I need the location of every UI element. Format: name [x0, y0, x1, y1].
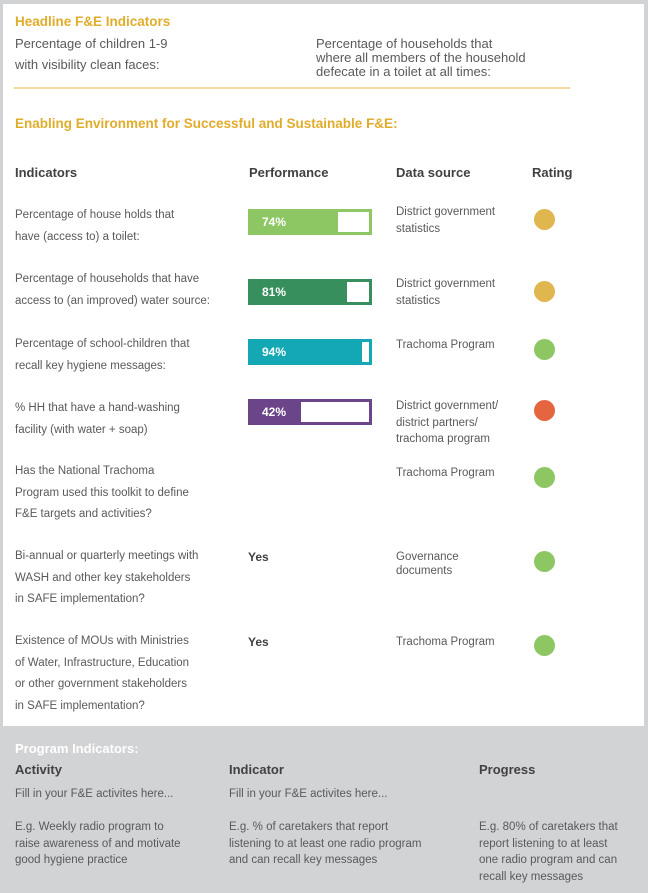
- text-line: facility (with water + soap): [15, 423, 148, 436]
- text-line: Has the National Trachoma: [15, 465, 155, 477]
- text-line: Bi-annual or quarterly meetings with: [15, 550, 199, 562]
- text-line: District government: [396, 206, 496, 218]
- text-line: % HH that have a hand-washing: [15, 402, 180, 414]
- text-line: have (access to) a toilet:: [15, 230, 140, 243]
- rating-dot: [534, 339, 555, 360]
- indicator-text: [15, 334, 245, 377]
- text-line: or other government stakeholders: [15, 678, 187, 690]
- performance-yes: Yes: [248, 550, 269, 564]
- indicator-fill-prompt[interactable]: Fill in your F&E activites here...: [229, 788, 388, 800]
- text-line: F&E targets and activities?: [15, 508, 152, 520]
- performance-bar: [248, 279, 372, 305]
- text-line: recall key hygiene messages:: [15, 359, 166, 372]
- headline-right-indicator: [316, 37, 576, 79]
- column-header-performance: Performance: [249, 165, 329, 180]
- indicator-text: [15, 205, 245, 248]
- performance-bar-remainder: [362, 342, 369, 362]
- performance-bar-fill: [251, 342, 362, 362]
- indicator-text: [15, 546, 245, 611]
- indicator-text: [15, 398, 245, 441]
- activity-example: [15, 819, 215, 869]
- indicator-text: [15, 461, 245, 526]
- text-line: recall key messages: [479, 870, 584, 883]
- column-header-rating: Rating: [532, 165, 573, 180]
- text-line: one radio program and can: [479, 854, 618, 866]
- data-source-text: [396, 634, 526, 651]
- program-column-progress: Progress: [479, 762, 536, 777]
- text-line: statistics: [396, 222, 441, 235]
- program-indicators-title: Program Indicators:: [15, 741, 139, 756]
- text-line: District government: [396, 278, 496, 290]
- performance-bar: [248, 209, 372, 235]
- rating-dot: [534, 281, 555, 302]
- text-line: Percentage of households that have: [15, 273, 200, 285]
- text-line: Trachoma Program: [396, 467, 495, 479]
- text-line: E.g. Weekly radio program to: [15, 821, 164, 833]
- text-line: Existence of MOUs with Ministries: [15, 635, 189, 647]
- performance-bar-fill: [251, 282, 347, 302]
- rating-dot: [534, 209, 555, 230]
- performance-label: 74%: [262, 215, 287, 229]
- performance-bar-fill: [251, 402, 301, 422]
- text-line: listening to at least one radio program: [229, 837, 422, 850]
- text-line: statistics: [396, 294, 441, 307]
- rating-dot: [534, 551, 555, 572]
- performance-label: 81%: [262, 285, 287, 299]
- performance-bar-remainder: [338, 212, 369, 232]
- text-line: and can recall key messages: [229, 854, 378, 866]
- program-column-indicator: Indicator: [229, 762, 284, 777]
- text-line: in SAFE implementation?: [15, 593, 145, 605]
- section-divider: [14, 87, 570, 89]
- headline-left-indicator: [15, 33, 275, 75]
- text-line: WASH and other key stakeholders: [15, 571, 191, 584]
- text-line: Percentage of households that: [316, 36, 493, 51]
- enabling-section-title: Enabling Environment for Successful and Sustainable F&E:: [15, 116, 398, 131]
- data-source-text: [396, 337, 526, 354]
- data-source-text: [396, 276, 526, 309]
- text-line: defecate in a toilet at all times:: [316, 64, 491, 79]
- performance-bar-fill: [251, 212, 338, 232]
- headline-title: Headline F&E Indicators: [15, 14, 171, 29]
- text-line: of Water, Infrastructure, Education: [15, 656, 190, 669]
- text-line: Governance: [396, 551, 459, 563]
- performance-yes: Yes: [248, 635, 269, 649]
- progress-example: [479, 819, 644, 885]
- text-line: Percentage of school-children that: [15, 338, 190, 350]
- enabling-environment-card: [3, 4, 644, 726]
- indicator-text: [15, 269, 245, 312]
- indicator-example: [229, 819, 469, 869]
- text-line: good hygiene practice: [15, 854, 128, 866]
- text-line: with visibility clean faces:: [15, 57, 160, 72]
- column-header-indicators: Indicators: [15, 165, 78, 180]
- rating-dot: [534, 467, 555, 488]
- text-line: where all members of the household: [316, 50, 526, 65]
- text-line: report listening to at least: [479, 837, 608, 850]
- performance-bar-remainder: [301, 402, 369, 422]
- data-source-text: [396, 204, 526, 237]
- data-source-text: [396, 550, 526, 578]
- data-source-text: [396, 465, 526, 482]
- performance-label: 94%: [262, 345, 287, 359]
- performance-label: 42%: [262, 405, 287, 419]
- text-line: Program used this toolkit to define: [15, 486, 189, 499]
- text-line: Percentage of house holds that: [15, 209, 175, 221]
- text-line: raise awareness of and motivate: [15, 837, 181, 850]
- text-line: access to (an improved) water source:: [15, 294, 210, 307]
- text-line: Trachoma Program: [396, 636, 495, 648]
- text-line: Trachoma Program: [396, 339, 495, 351]
- rating-dot: [534, 400, 555, 421]
- performance-bar: [248, 339, 372, 365]
- data-source-text: [396, 398, 526, 448]
- performance-bar: [248, 399, 372, 425]
- text-line: Percentage of children 1-9: [15, 36, 168, 51]
- text-line: district partners/: [396, 416, 478, 429]
- column-header-data-source: Data source: [396, 165, 471, 180]
- text-line: E.g. 80% of caretakers that: [479, 821, 618, 833]
- text-line: in SAFE implementation?: [15, 699, 145, 712]
- rating-dot: [534, 635, 555, 656]
- text-line: District government/: [396, 400, 499, 412]
- text-line: trachoma program: [396, 433, 490, 445]
- text-line: E.g. % of caretakers that report: [229, 821, 389, 833]
- activity-fill-prompt[interactable]: Fill in your F&E activites here...: [15, 788, 174, 800]
- text-line: documents: [396, 565, 453, 577]
- program-column-activity: Activity: [15, 762, 62, 777]
- performance-bar-remainder: [347, 282, 369, 302]
- indicator-text: [15, 631, 245, 717]
